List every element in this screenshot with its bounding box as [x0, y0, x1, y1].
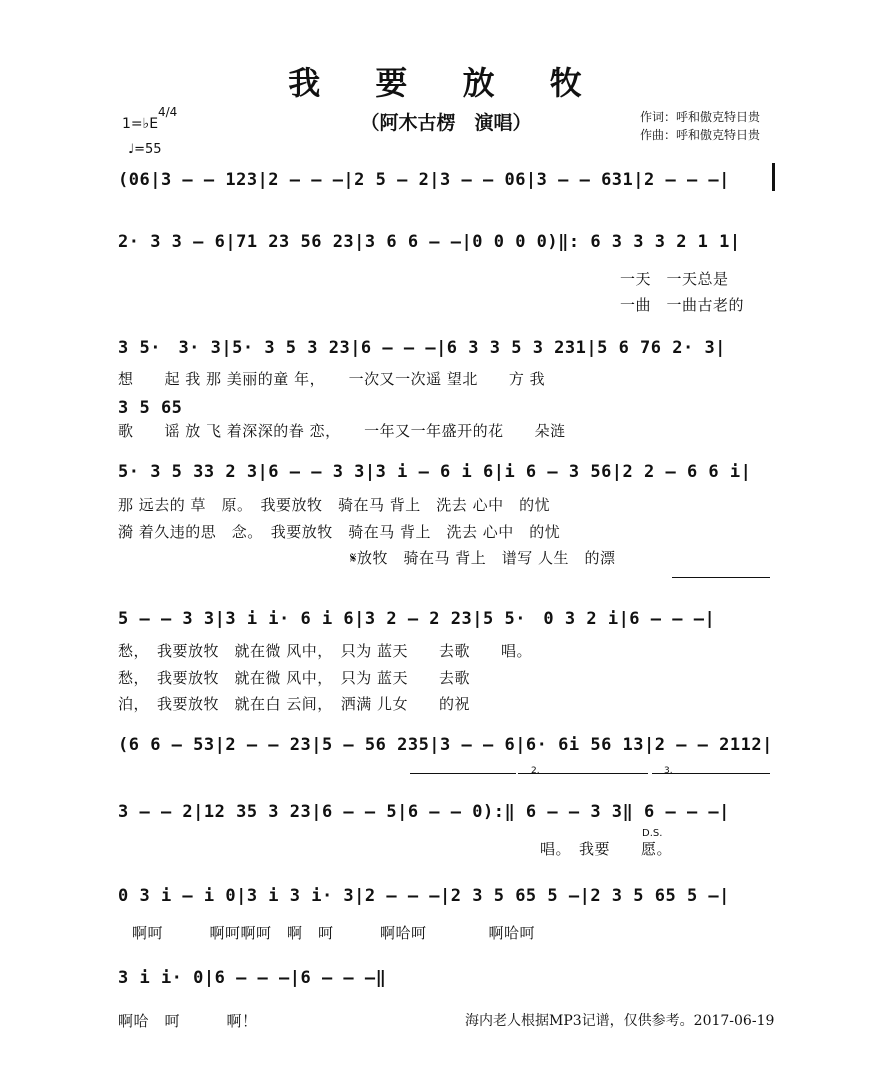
- lyric-line-3a: 想 起 我 那 美丽的童 年， 一次又一次遥 望北 方 我: [118, 370, 546, 388]
- lyric-line-4a: 那 远去的 草 原。 我要放牧 骑在马 背上 洗去 心中 的忧: [118, 496, 551, 514]
- lyric-line-5c: 泊， 我要放牧 就在白 云间， 洒满 儿女 的祝: [118, 695, 471, 713]
- time-signature: 4/4: [158, 105, 178, 119]
- music-system-2: 2· 3 3 – 6|71 23 56 23|3 6 6 – –|0 0 0 0)‖: 6 3 3 3 2 1 1|: [118, 232, 741, 252]
- lyric-line-2b: 一曲 一曲古老的: [620, 296, 745, 314]
- lyric-line-4b: 漪 着久违的思 念。 我要放牧 骑在马 背上 洗去 心中 的忧: [118, 523, 561, 541]
- lyric-line-4c: 𝄋放牧 骑在马 背上 谱写 人生 的漂: [350, 549, 616, 567]
- lyric-line-8: 啊呵 啊呵啊呵 啊 呵 啊哈呵 啊哈呵: [132, 924, 536, 942]
- lyric-line-9: 啊哈 呵 啊！: [118, 1012, 258, 1030]
- music-system-9: 3 i i· 0|6 – – –|6 – – –‖: [118, 968, 387, 988]
- performer-subtitle: （阿木古楞 演唱）: [360, 112, 532, 134]
- lyric-line-5b: 愁， 我要放牧 就在微 风中， 只为 蓝天 去歌: [118, 669, 471, 687]
- ds-mark: D.S.: [642, 828, 663, 839]
- music-system-7: 3 – – 2|12 35 3 23|6 – – 5|6 – – 0):‖ 6 – – 3 3‖ 6 – – –|: [118, 802, 730, 822]
- lyricist-credit: 作词：呼和傲克特日贵: [640, 110, 761, 124]
- transcription-note: 海内老人根据MP3记谱，仅供参考。2017-06-19: [465, 1013, 775, 1029]
- lyric-line-5a: 愁， 我要放牧 就在微 风中， 只为 蓝天 去歌 唱。: [118, 642, 533, 660]
- music-system-4: 5· 3 5 33 2 3|6 – – 3 3|3 i – 6 i 6|i 6 – 3 56|2 2 – 6 6 i|: [118, 462, 752, 482]
- song-title: 我 要 放 牧: [288, 64, 604, 102]
- lyric-line-3b: 歌 谣 放 飞 着深深的眷 恋， 一年又一年盛开的花 朵涟: [118, 422, 566, 440]
- music-system-6: (6 6 – 53|2 – – 23|5 – 56 235|3 – – 6|6· 6i 56 13|2 – – 2112|: [118, 735, 773, 755]
- music-system-8: 0 3 i – i 0|3 i 3 i· 3|2 – – –|2 3 5 65 5 –|2 3 5 65 5 –|: [118, 886, 730, 906]
- key-signature: 1=♭E: [122, 116, 159, 132]
- music-system-1: (06|3 – – 123|2 – – –|2 5 – 2|3 – – 06|3 – – 631|2 – – –|: [118, 170, 730, 190]
- music-alt-3: 3 5 65: [118, 398, 183, 418]
- music-system-5: 5 – – 3 3|3 i i· 6 i 6|3 2 – 2 23|5 5· 0 3 2 i|6 – – –|: [118, 609, 716, 629]
- lyric-line-2a: 一天 一天总是: [620, 270, 729, 288]
- volta-3-mark: 3.: [664, 766, 673, 776]
- composer-credit: 作曲：呼和傲克特日贵: [640, 128, 761, 142]
- music-system-3: 3 5· 3· 3|5· 3 5 3 23|6 – – –|6 3 3 5 3 231|5 6 76 2· 3|: [118, 338, 726, 358]
- lyric-line-7: 唱。 我要 愿。: [540, 840, 673, 858]
- volta-2-mark: 2.: [531, 766, 540, 776]
- tempo-marking: ♩=55: [128, 142, 162, 157]
